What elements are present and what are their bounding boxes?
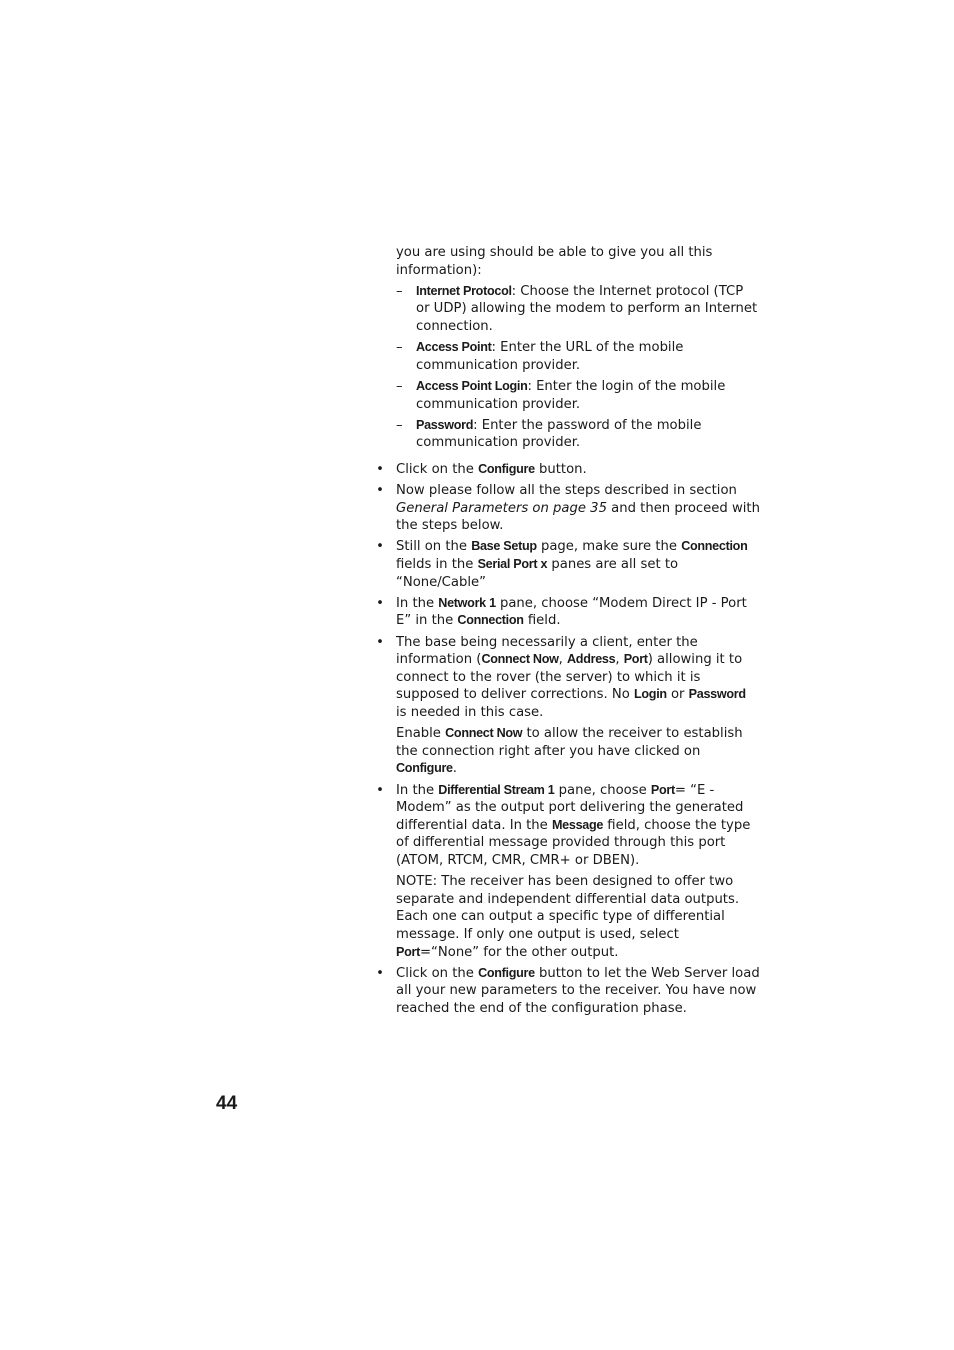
text: Still on the xyxy=(396,539,472,555)
term-serial-port-x: Serial Port x xyxy=(477,557,548,572)
term-internet-protocol: Internet Protocol xyxy=(416,283,512,298)
text: Now please follow all the steps described in section xyxy=(396,483,737,499)
intro-line-1: you are using should be able to give you all this xyxy=(396,245,713,260)
term-connect-now: Connect Now xyxy=(445,726,523,741)
text: to allow the receiver to establish the connection right after you have clicked on xyxy=(396,726,743,759)
text: panes are all set to “None/Cable” xyxy=(396,557,679,590)
text: pane, choose “Modem Direct IP - Port E” in the xyxy=(396,595,747,629)
text: Enable xyxy=(396,726,446,742)
dash-marker: – xyxy=(396,340,403,356)
bullet-marker: • xyxy=(376,483,384,499)
term-port: Port xyxy=(623,652,648,667)
bullet-marker: • xyxy=(376,539,384,555)
intro-line-2: information): xyxy=(396,262,482,278)
text: . xyxy=(452,761,457,777)
bullet-marker: • xyxy=(376,595,384,611)
bullet-marker: • xyxy=(376,461,384,477)
term-login: Login xyxy=(634,687,667,702)
text: ) allowing it to connect to the rover (the server) to which it is supposed to deliver corrections. No xyxy=(396,652,743,703)
text: button to let the Web Server load all your new parameters to the receiver. You have now reached the end of the configuration phase. xyxy=(396,965,760,1016)
bullet-marker: • xyxy=(376,782,384,798)
dash-item-access-point xyxy=(376,339,760,374)
text: pane, choose xyxy=(554,782,651,798)
page-number: 44 xyxy=(216,1093,238,1114)
bullet-marker: • xyxy=(376,965,384,981)
bullet-marker: • xyxy=(376,634,384,650)
text: , xyxy=(558,652,568,668)
bullet-final-configure xyxy=(376,965,760,1018)
term-connect-now: Connect Now xyxy=(481,652,559,667)
dash-marker: – xyxy=(396,283,403,299)
text: page, make sure the xyxy=(536,539,682,555)
text: The base being necessarily a client, enter the information ( xyxy=(396,634,698,668)
dash-item-internet-protocol xyxy=(376,283,760,336)
note-paragraph xyxy=(376,873,760,961)
dash-item-text: : Choose the Internet protocol (TCP or UDP) allowing the modem to perform an Internet connection. xyxy=(416,283,758,334)
dash-item-access-point-login xyxy=(376,378,760,413)
bullet-differential-stream xyxy=(376,782,760,870)
text: NOTE: The receiver has been designed to offer two separate and independent differential data outputs. Each one can output a specific type of differential message. If only one output is used, select xyxy=(396,874,740,942)
term-password: Password xyxy=(688,687,746,702)
cross-reference-link: General Parameters on page 35 xyxy=(396,500,607,516)
term-message: Message xyxy=(551,817,604,832)
term-differential-stream-1: Differential Stream 1 xyxy=(438,782,555,797)
instruction-column xyxy=(376,244,760,1017)
term-configure: Configure xyxy=(478,965,535,980)
term-port: Port xyxy=(396,944,420,959)
text: Click on the xyxy=(396,965,479,981)
term-configure: Configure xyxy=(396,761,453,776)
term-address: Address xyxy=(567,652,616,667)
text: field, choose the type of differential message provided through this port (ATOM, RTCM, CMR, CMR+ or DBEN). xyxy=(396,817,751,868)
term-base-setup: Base Setup xyxy=(471,539,537,554)
text: = “E - Modem” as the output port delivering the generated differential data. In the xyxy=(396,782,744,833)
term-configure: Configure xyxy=(478,461,535,476)
text: , xyxy=(615,652,624,668)
intro-paragraph xyxy=(376,244,760,279)
term-access-point-login: Access Point Login xyxy=(416,378,528,393)
text: or xyxy=(666,687,689,703)
term-port: Port xyxy=(650,782,675,797)
bullet-click-configure xyxy=(376,461,760,479)
text: In the xyxy=(396,782,439,798)
text: In the xyxy=(396,595,439,611)
dash-item-text: : Enter the password of the mobile communication provider. xyxy=(416,417,702,451)
text: is needed in this case. xyxy=(396,705,544,720)
text: =“None” for the other output. xyxy=(420,944,619,960)
text: button. xyxy=(534,461,587,477)
enable-connect-now-paragraph xyxy=(376,725,760,778)
text: Click on the xyxy=(396,461,479,477)
bullet-base-client xyxy=(376,634,760,722)
dash-item-text: : Enter the URL of the mobile communication provider. xyxy=(416,340,684,373)
dash-marker: – xyxy=(396,417,403,433)
bullet-network-1 xyxy=(376,595,760,630)
text: and then proceed with the steps below. xyxy=(396,500,760,534)
dash-item-text: : Enter the login of the mobile communication provider. xyxy=(416,378,726,412)
term-connection: Connection xyxy=(681,539,748,554)
term-network-1: Network 1 xyxy=(438,595,496,610)
term-connection: Connection xyxy=(457,613,524,628)
dash-item-password xyxy=(376,417,760,452)
text: field. xyxy=(523,613,561,629)
term-access-point: Access Point xyxy=(416,340,492,355)
bullet-base-setup xyxy=(376,538,760,591)
text: fields in the xyxy=(396,557,478,573)
dash-marker: – xyxy=(396,378,403,394)
bullet-follow-steps xyxy=(376,482,760,535)
term-password: Password xyxy=(416,417,474,432)
